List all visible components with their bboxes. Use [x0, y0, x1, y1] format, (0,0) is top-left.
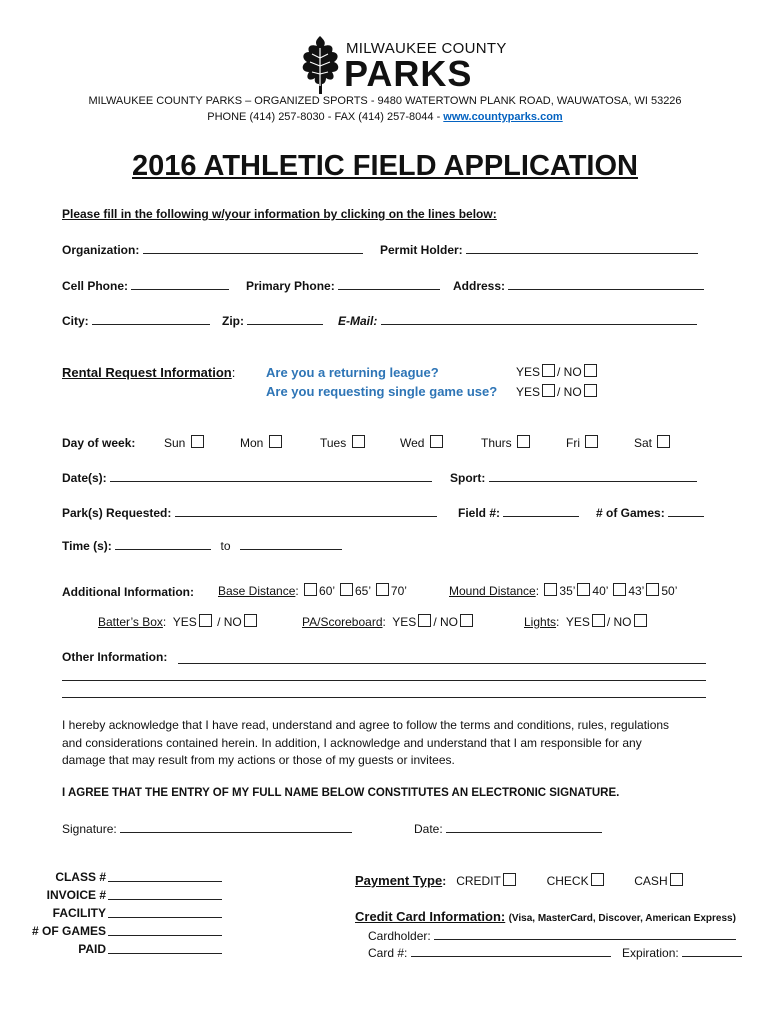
single-no-checkbox[interactable]	[584, 384, 597, 397]
games-field[interactable]	[668, 505, 704, 517]
yes-label: YES	[516, 385, 541, 399]
day-sat	[634, 435, 672, 450]
invoice-row	[28, 888, 224, 906]
rental-heading-colon: :	[231, 365, 236, 380]
games-office-field[interactable]	[108, 924, 222, 936]
signature-field[interactable]	[120, 821, 352, 833]
card-number-label: Card #:	[368, 946, 408, 960]
city-label: City:	[62, 314, 89, 328]
parks-label: Park(s) Requested:	[62, 506, 172, 520]
lights-yes-checkbox[interactable]	[592, 614, 605, 627]
organization-row	[62, 242, 363, 257]
games-row	[596, 505, 704, 520]
time-end-field[interactable]	[240, 538, 342, 550]
permit-holder-label: Permit Holder:	[380, 243, 463, 257]
organization-field[interactable]	[143, 242, 363, 254]
primary-phone-field[interactable]	[338, 278, 440, 290]
base-60-checkbox[interactable]	[304, 583, 317, 596]
invoice-label: INVOICE #	[46, 888, 106, 902]
website-link[interactable]: www.countyparks.com	[443, 111, 563, 123]
yes-label: YES	[516, 365, 541, 379]
cardholder-row	[368, 928, 736, 943]
payment-type-row	[355, 873, 685, 888]
office-use-block	[28, 870, 224, 960]
city-row	[62, 313, 210, 328]
facility-row	[28, 906, 224, 924]
base-70-checkbox[interactable]	[376, 583, 389, 596]
day-label: Mon	[240, 436, 264, 450]
batters-box-group: Batter’s Box: YES / NO	[98, 614, 259, 629]
pa-yes-checkbox[interactable]	[418, 614, 431, 627]
mound-35-checkbox[interactable]	[544, 583, 557, 596]
single-game-question: Are you requesting single game use?	[266, 384, 498, 399]
day-label: Sat	[634, 436, 653, 450]
batters-box-no-checkbox[interactable]	[244, 614, 257, 627]
zip-field[interactable]	[247, 313, 323, 325]
check-checkbox[interactable]	[591, 873, 604, 886]
other-info-line-2[interactable]	[62, 680, 706, 681]
agree-statement: I AGREE THAT THE ENTRY OF MY FULL NAME BELOW CONSTITUTES AN ELECTRONIC SIGNATURE.	[62, 787, 620, 799]
mound-distance-label: Mound Distance	[449, 584, 536, 598]
date-row	[414, 821, 602, 836]
sat-checkbox[interactable]	[657, 435, 670, 448]
no-label: / NO	[557, 365, 582, 379]
day-sun	[164, 435, 206, 450]
day-label: Wed	[400, 436, 425, 450]
mound-option: 50’	[661, 584, 678, 598]
card-number-row	[368, 945, 742, 960]
mound-option: 35’	[559, 584, 576, 598]
cell-phone-label: Cell Phone:	[62, 279, 129, 293]
page-title: 2016 ATHLETIC FIELD APPLICATION	[132, 150, 638, 182]
paid-field[interactable]	[108, 942, 222, 954]
dates-field[interactable]	[110, 470, 432, 482]
acknowledgement-line: and considerations contained herein. In addition, I acknowledge and understand that I am responsible for any	[62, 736, 642, 750]
base-option: 65’	[354, 584, 371, 598]
signature-row	[62, 821, 352, 836]
day-wed	[400, 435, 445, 450]
day-label: Sun	[164, 436, 186, 450]
no-label: / NO	[217, 615, 242, 629]
games-label: # of Games:	[596, 506, 665, 520]
rental-heading-text: Rental Request Information	[62, 365, 232, 380]
permit-holder-row	[380, 242, 698, 257]
paid-row	[28, 942, 224, 960]
oak-leaf-icon	[300, 34, 342, 96]
single-game-answer	[516, 384, 599, 399]
batters-box-label: Batter’s Box	[98, 615, 163, 629]
header-phone	[0, 111, 770, 123]
credit-checkbox[interactable]	[503, 873, 516, 886]
facility-label: FACILITY	[52, 906, 106, 920]
permit-holder-field[interactable]	[466, 242, 698, 254]
additional-info-label: Additional Information:	[62, 585, 194, 599]
email-field[interactable]	[381, 313, 697, 325]
base-distance-group: Base Distance: 60’ 65’ 70’	[218, 584, 407, 598]
mound-50-checkbox[interactable]	[646, 583, 659, 596]
logo-line2: PARKS	[344, 53, 473, 94]
day-of-week-label: Day of week:	[62, 436, 136, 450]
payment-option: CREDIT	[456, 874, 501, 888]
phone-fax: PHONE (414) 257-8030 - FAX (414) 257-8044 -	[207, 111, 444, 123]
field-number-field[interactable]	[503, 505, 579, 517]
paid-label: PAID	[78, 942, 106, 956]
time-start-field[interactable]	[115, 538, 211, 550]
card-number-field[interactable]	[411, 945, 611, 957]
acknowledgement-line: damage that may result from my actions or those of my guests or invitees.	[62, 753, 455, 767]
pa-scoreboard-label: PA/Scoreboard	[302, 615, 383, 629]
cardholder-label: Cardholder:	[368, 929, 431, 943]
other-info-label: Other Information:	[62, 650, 168, 664]
returning-league-answer	[516, 364, 599, 379]
day-tues	[320, 435, 367, 450]
zip-row	[222, 313, 323, 328]
sport-label: Sport:	[450, 471, 486, 485]
email-row	[338, 313, 697, 328]
returning-yes-checkbox[interactable]	[542, 364, 555, 377]
lights-label: Lights	[524, 615, 557, 629]
pa-no-checkbox[interactable]	[460, 614, 473, 627]
invoice-field[interactable]	[108, 888, 222, 900]
base-option: 70’	[390, 584, 407, 598]
no-label: / NO	[433, 615, 458, 629]
day-label: Thurs	[481, 436, 512, 450]
credit-card-heading	[355, 909, 736, 924]
dates-label: Date(s):	[62, 471, 107, 485]
mound-option: 40’	[592, 584, 608, 598]
yes-label: YES	[172, 615, 197, 629]
class-row	[28, 870, 224, 888]
credit-card-note: (Visa, MasterCard, Discover, American Express)	[508, 913, 736, 924]
sun-checkbox[interactable]	[191, 435, 204, 448]
primary-phone-label: Primary Phone:	[246, 279, 335, 293]
address-field[interactable]	[508, 278, 704, 290]
pa-scoreboard-group: PA/Scoreboard: YES / NO	[302, 614, 475, 629]
no-label: / NO	[557, 385, 582, 399]
dates-row	[62, 470, 432, 485]
single-yes-checkbox[interactable]	[542, 384, 555, 397]
day-label: Fri	[566, 436, 580, 450]
day-label: Tues	[320, 436, 347, 450]
field-row	[458, 505, 579, 520]
email-label: E-Mail:	[338, 314, 378, 328]
mound-43-checkbox[interactable]	[613, 583, 626, 596]
payment-option: CASH	[634, 874, 668, 888]
header-address: MILWAUKEE COUNTY PARKS – ORGANIZED SPORTS - 9480 WATERTOWN PLANK ROAD, WAUWATOSA, WI 53226	[88, 95, 682, 107]
cell-phone-field[interactable]	[131, 278, 229, 290]
wed-checkbox[interactable]	[430, 435, 443, 448]
base-distance-label: Base Distance	[218, 584, 296, 598]
time-label: Time (s):	[62, 539, 112, 553]
class-field[interactable]	[108, 870, 222, 882]
date-field[interactable]	[446, 821, 602, 833]
payment-option: CHECK	[546, 874, 589, 888]
no-label: / NO	[606, 615, 632, 629]
cash-checkbox[interactable]	[670, 873, 683, 886]
thurs-checkbox[interactable]	[517, 435, 530, 448]
sport-row	[450, 470, 697, 485]
yes-label: YES	[565, 615, 590, 629]
date-label: Date:	[414, 822, 443, 836]
facility-field[interactable]	[108, 906, 222, 918]
tues-checkbox[interactable]	[352, 435, 365, 448]
expiration-field[interactable]	[682, 945, 742, 957]
payment-type-label: Payment Type	[355, 873, 443, 888]
rental-heading	[62, 365, 235, 380]
base-65-checkbox[interactable]	[340, 583, 353, 596]
base-option: 60’	[319, 584, 335, 598]
lights-no-checkbox[interactable]	[634, 614, 647, 627]
other-info-line-3[interactable]	[62, 697, 706, 698]
zip-label: Zip:	[222, 314, 244, 328]
to-label: to	[220, 539, 231, 553]
signature-label: Signature:	[62, 822, 117, 836]
games-office-row	[28, 924, 224, 942]
parks-row	[62, 505, 437, 520]
primary-phone-row	[246, 278, 440, 293]
instructions: Please fill in the following w/your information by clicking on the lines below:	[62, 207, 497, 221]
city-field[interactable]	[92, 313, 210, 325]
mound-40-checkbox[interactable]	[577, 583, 590, 596]
day-thurs	[481, 435, 532, 450]
games-office-label: # OF GAMES	[31, 924, 106, 938]
logo-line1: MILWAUKEE COUNTY	[346, 40, 507, 57]
address-label: Address:	[453, 279, 506, 293]
cell-phone-row	[62, 278, 229, 293]
day-mon	[240, 435, 284, 450]
returning-league-question: Are you a returning league?	[266, 365, 439, 380]
address-row	[453, 278, 704, 293]
yes-label: YES	[392, 615, 417, 629]
organization-label: Organization:	[62, 243, 140, 257]
batters-box-yes-checkbox[interactable]	[199, 614, 212, 627]
field-label: Field #:	[458, 506, 501, 520]
time-row	[62, 538, 342, 553]
payment-type-colon: :	[442, 874, 447, 888]
expiration-label: Expiration:	[622, 946, 679, 960]
returning-no-checkbox[interactable]	[584, 364, 597, 377]
other-info-line-1[interactable]	[178, 663, 706, 664]
sport-field[interactable]	[489, 470, 697, 482]
parks-field[interactable]	[175, 505, 437, 517]
acknowledgement-line: I hereby acknowledge that I have read, understand and agree to follow the terms and conditions, rules, regulations	[62, 718, 670, 732]
credit-card-label: Credit Card Information:	[355, 909, 506, 924]
mound-distance-group: Mound Distance: 35’ 40’ 43’ 50’	[449, 584, 678, 598]
day-fri	[566, 435, 600, 450]
mound-option: 43’	[628, 584, 645, 598]
class-label: CLASS #	[55, 870, 106, 884]
cardholder-field[interactable]	[434, 928, 736, 940]
fri-checkbox[interactable]	[585, 435, 598, 448]
mon-checkbox[interactable]	[269, 435, 282, 448]
lights-group: Lights: YES / NO	[524, 614, 649, 629]
